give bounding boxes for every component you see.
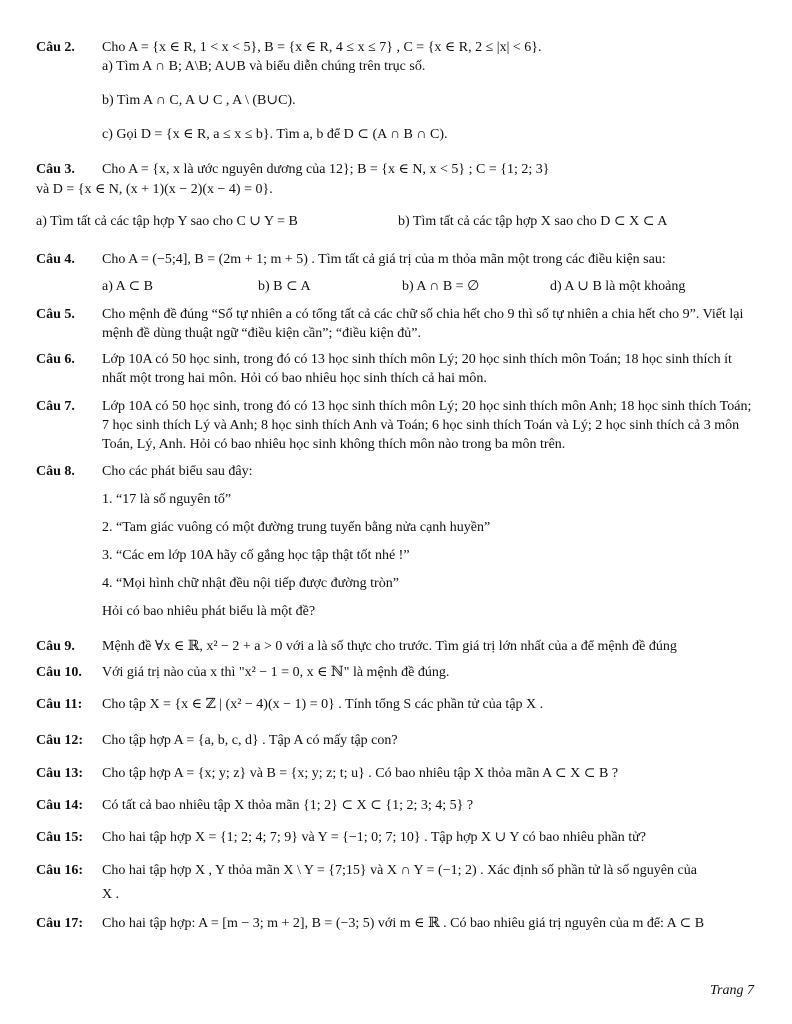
q8-statement-1: 1. “17 là số nguyên tố” — [102, 492, 232, 507]
q9-text: Mệnh đề ∀x ∈ ℝ, x² − 2 + a > 0 với a là số thực cho trước. Tìm giá trị lớn nhất của a để mệnh đề đúng — [102, 639, 677, 654]
q2-part-a: a) Tìm A ∩ B; A\B; A∪B và biểu diễn chúng trên trục số. — [102, 59, 426, 74]
q3-statement-cont: và D = {x ∈ N, (x + 1)(x − 2)(x − 4) = 0}. — [36, 182, 273, 197]
q16-text: Cho hai tập hợp X , Y thỏa mãn X \ Y = {7;15} và X ∩ Y = (−1; 2) . Xác định số phần tử là số nguyên của — [102, 863, 697, 878]
q13-label: Câu 13: — [36, 766, 84, 781]
q5-text: Cho mệnh đề đúng “Số tự nhiên a có tổng tất cả các chữ số chia hết cho 9 thì số tự nhiên a chia hết cho 9”. Viết lại mệnh đề dùng thuật ngữ “điều kiện cần”; “điều kiện đủ”. — [102, 307, 744, 341]
q4-option-d: d) A ∪ B là một khoảng — [550, 279, 686, 294]
q4-label: Câu 4. — [36, 252, 75, 267]
q13-text: Cho tập hợp A = {x; y; z} và B = {x; y; z; t; u} . Có bao nhiêu tập X thỏa mãn A ⊂ X ⊂ B ? — [102, 766, 619, 781]
q8-intro: Cho các phát biểu sau đây: — [102, 464, 253, 479]
q2-part-c: c) Gọi D = {x ∈ R, a ≤ x ≤ b}. Tìm a, b để D ⊂ (A ∩ B ∩ C). — [102, 127, 448, 142]
q16-text-cont: X . — [102, 887, 120, 902]
q17-label: Câu 17: — [36, 916, 84, 931]
page-number: Trang 7 — [710, 983, 754, 998]
q14-text: Có tất cả bao nhiêu tập X thỏa mãn {1; 2} ⊂ X ⊂ {1; 2; 3; 4; 5} ? — [102, 798, 474, 813]
q4-statement: Cho A = (−5;4], B = (2m + 1; m + 5) . Tìm tất cả giá trị của m thỏa mãn một trong các điều kiện sau: — [102, 252, 666, 267]
q16-label: Câu 16: — [36, 863, 84, 878]
q10-text: Với giá trị nào của x thì "x² − 1 = 0, x ∈ ℕ" là mệnh đề đúng. — [102, 665, 450, 680]
q8-statement-3: 3. “Các em lớp 10A hãy cố gắng học tập thật tốt nhé !” — [102, 548, 410, 563]
q3-statement: Cho A = {x, x là ước nguyên dương của 12}; B = {x ∈ N, x < 5} ; C = {1; 2; 3} — [102, 162, 550, 177]
q9-label: Câu 9. — [36, 639, 75, 654]
q5-label: Câu 5. — [36, 307, 75, 322]
q2-label: Câu 2. — [36, 40, 75, 55]
q17-text: Cho hai tập hợp: A = [m − 3; m + 2], B = (−3; 5) với m ∈ ℝ . Có bao nhiêu giá trị nguyên của m để: A ⊂ B — [102, 916, 705, 931]
q2-statement: Cho A = {x ∈ R, 1 < x < 5}, B = {x ∈ R, 4 ≤ x ≤ 7} , C = {x ∈ R, 2 ≤ |x| < 6}. — [102, 40, 542, 55]
q10-label: Câu 10. — [36, 665, 82, 680]
q3-part-a: a) Tìm tất cả các tập hợp Y sao cho C ∪ Y = B — [36, 214, 298, 229]
q8-statement-2: 2. “Tam giác vuông có một đường trung tuyến bằng nửa cạnh huyền” — [102, 520, 491, 535]
q4-option-a: a) A ⊂ B — [102, 279, 154, 294]
q8-statement-4: 4. “Mọi hình chữ nhật đều nội tiếp được đường tròn” — [102, 576, 399, 591]
q11-text: Cho tập X = {x ∈ ℤ | (x² − 4)(x − 1) = 0} . Tính tổng S các phần tử của tập X . — [102, 697, 544, 712]
q11-label: Câu 11: — [36, 697, 83, 712]
q4-option-c: b) A ∩ B = ∅ — [402, 279, 480, 294]
q6-label: Câu 6. — [36, 352, 75, 367]
q3-part-b: b) Tìm tất cả các tập hợp X sao cho D ⊂ X ⊂ A — [398, 214, 668, 229]
q8-label: Câu 8. — [36, 464, 75, 479]
q2-part-b: b) Tìm A ∩ C, A ∪ C , A \ (B∪C). — [102, 93, 296, 108]
q4-option-b: b) B ⊂ A — [258, 279, 311, 294]
q6-text: Lớp 10A có 50 học sinh, trong đó có 13 học sinh thích môn Lý; 20 học sinh thích môn Toán; 18 học sinh thích ít nhất một trong hai môn. Hỏi có bao nhiêu học sinh thích cả hai môn. — [102, 352, 732, 386]
q14-label: Câu 14: — [36, 798, 84, 813]
q15-text: Cho hai tập hợp X = {1; 2; 4; 7; 9} và Y = {−1; 0; 7; 10} . Tập hợp X ∪ Y có bao nhiêu phần tử? — [102, 830, 646, 845]
q8-question: Hỏi có bao nhiêu phát biểu là một đề? — [102, 604, 316, 619]
q7-text: Lớp 10A có 50 học sinh, trong đó có 13 học sinh thích môn Lý; 20 học sinh thích môn Anh; 18 học sinh thích Toán; 7 học sinh thích Lý và Anh; 8 học sinh thích Anh và Toán; 6 học sinh thích Toán và Lý; 2 học sinh thích cả 3 môn Toán, Lý, Anh. Hỏi có bao nhiêu học sinh không thích môn nào trong ba môn trên. — [102, 399, 752, 452]
q15-label: Câu 15: — [36, 830, 84, 845]
q12-label: Câu 12: — [36, 733, 84, 748]
q3-label: Câu 3. — [36, 162, 75, 177]
q7-label: Câu 7. — [36, 399, 75, 414]
q12-text: Cho tập hợp A = {a, b, c, d} . Tập A có mấy tập con? — [102, 733, 398, 748]
